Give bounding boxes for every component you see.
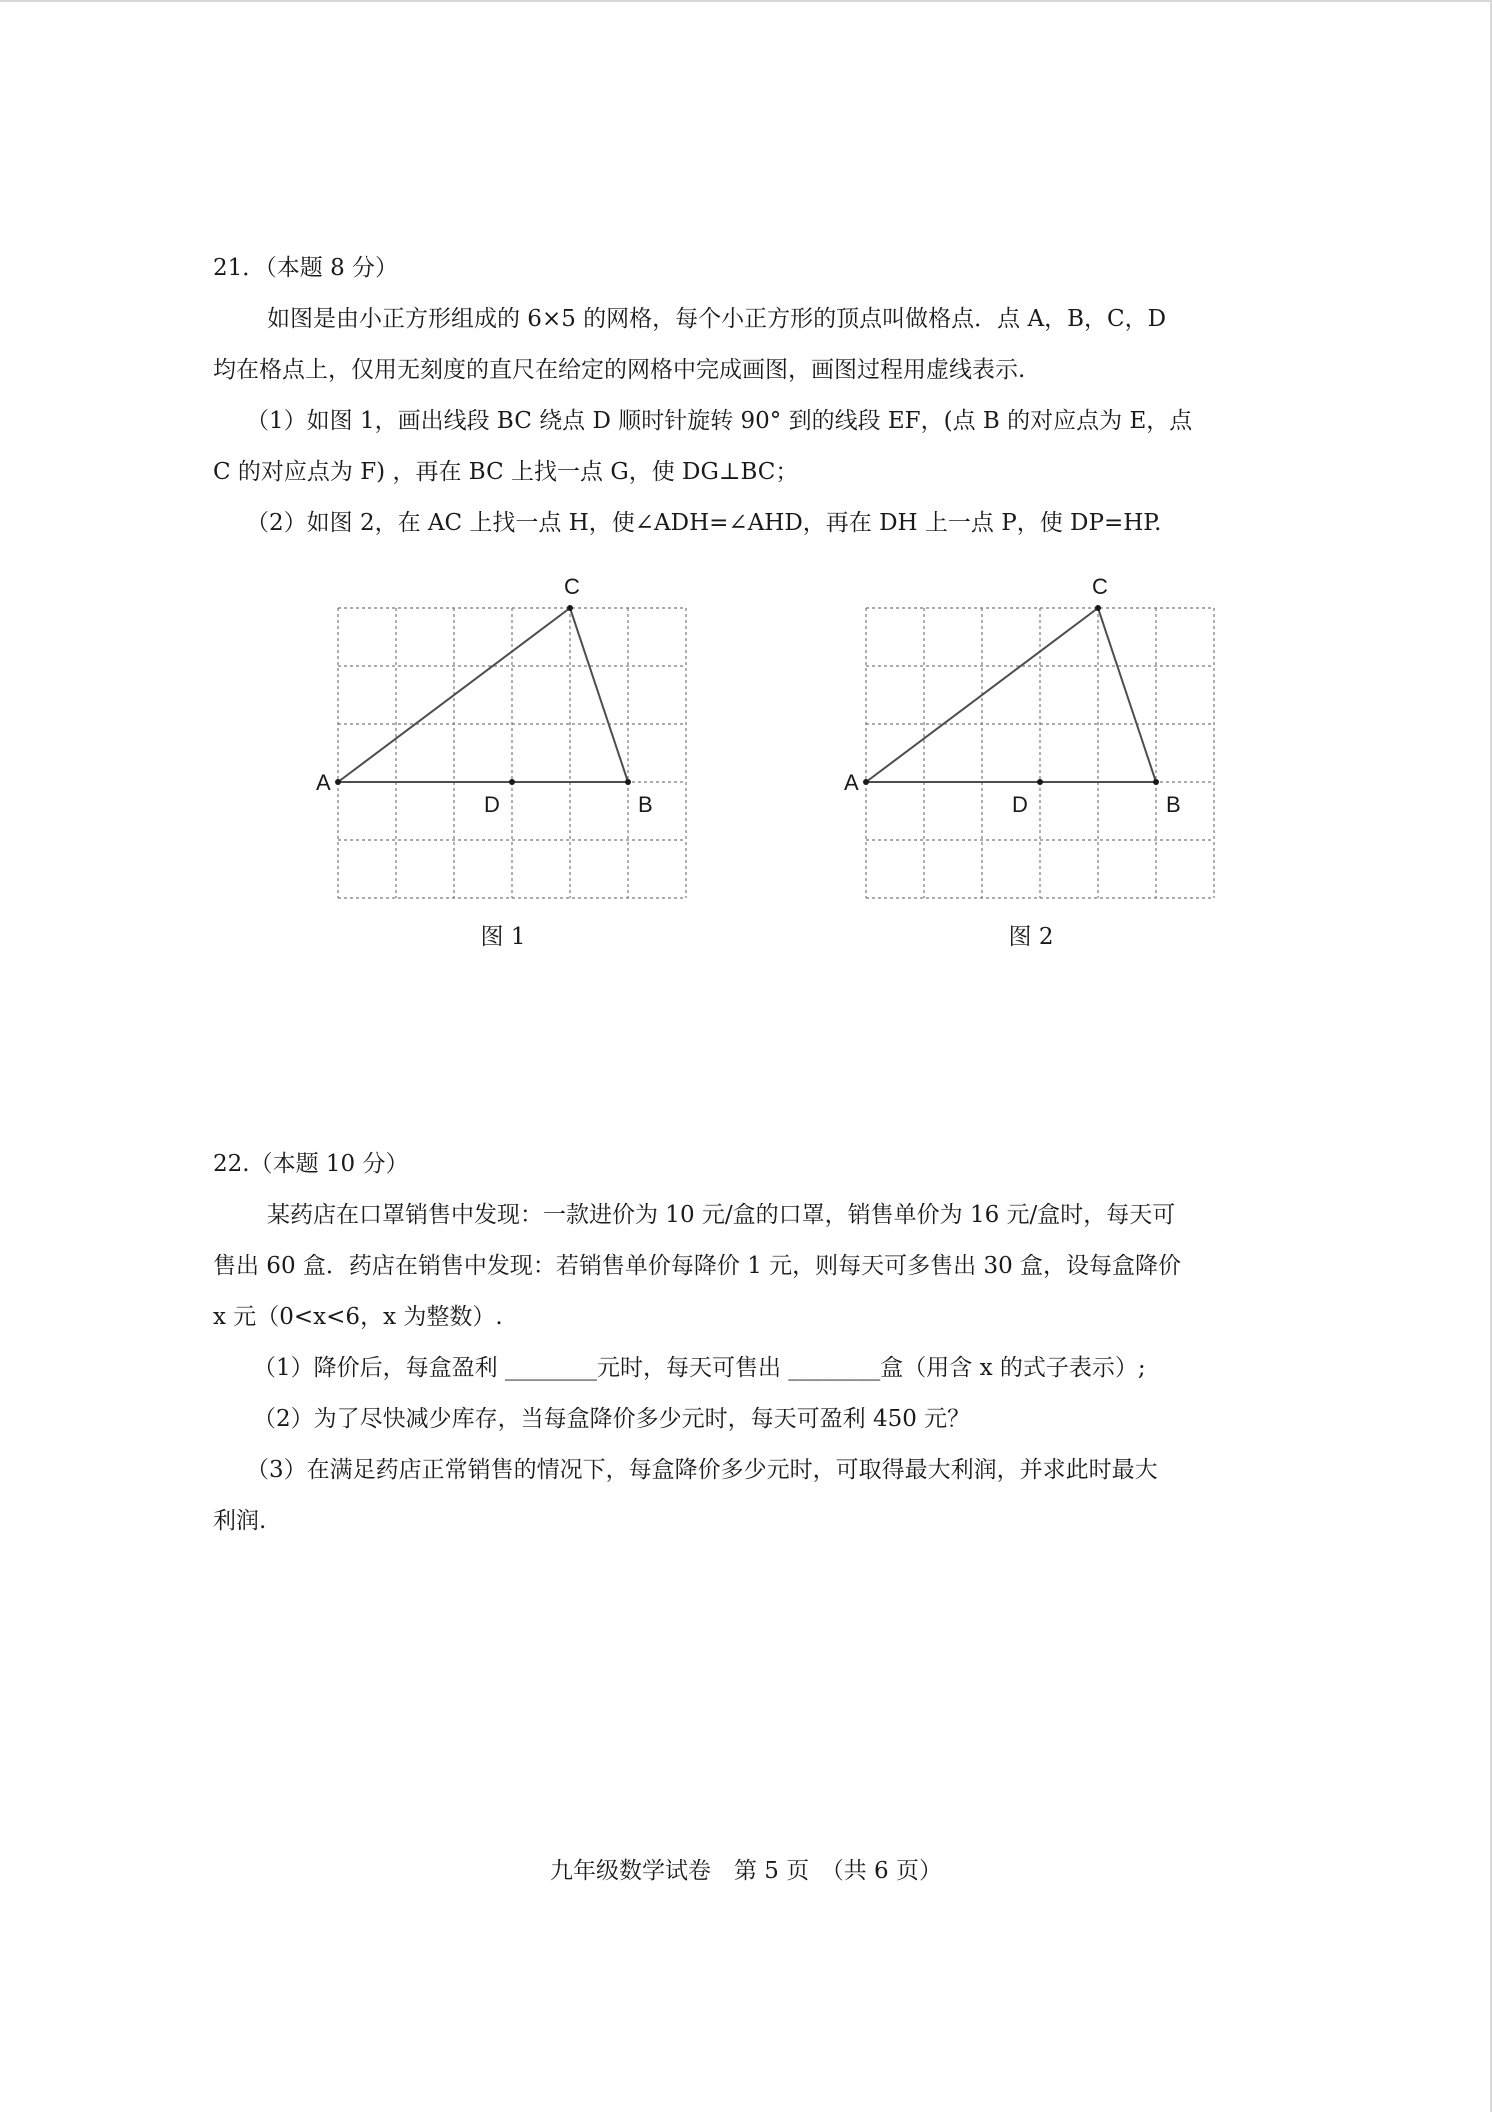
point-a-dot bbox=[863, 779, 869, 785]
point-b-label: B bbox=[638, 792, 653, 817]
segment-cb bbox=[570, 608, 628, 782]
q21-part2-line1: （2）如图 2，在 AC 上找一点 H，使∠ADH=∠AHD，再在 DH 上一点 P，使 DP=HP. bbox=[246, 510, 1162, 536]
figure-1 bbox=[300, 565, 720, 910]
point-c-dot bbox=[1095, 605, 1101, 611]
q21-header: 21．（本题 8 分） bbox=[213, 255, 399, 281]
point-b-label: B bbox=[1166, 792, 1181, 817]
point-d-label: D bbox=[484, 792, 500, 817]
q22-intro-line2: 售出 60 盒．药店在销售中发现：若销售单价每降价 1 元，则每天可多售出 30 盒，设每盒降价 bbox=[213, 1253, 1182, 1279]
q22-intro-line3: x 元（0<x<6，x 为整数）. bbox=[213, 1304, 503, 1330]
segment-cb bbox=[1098, 608, 1156, 782]
q22-intro-line1: 某药店在口罩销售中发现：一款进价为 10 元/盒的口罩，销售单价为 16 元/盒时，每天可 bbox=[267, 1202, 1176, 1228]
figure-1-caption: 图 1 bbox=[480, 924, 526, 950]
figure-2 bbox=[828, 565, 1248, 910]
q22-part1: （1）降价后，每盒盈利 ________元时，每天可售出 ________盒（用含 x 的式子表示）; bbox=[253, 1355, 1146, 1381]
q21-intro-line2: 均在格点上，仅用无刻度的直尺在给定的网格中完成画图，画图过程用虚线表示. bbox=[213, 357, 1026, 383]
page-footer: 九年级数学试卷 第 5 页 （共 6 页） bbox=[549, 1858, 942, 1884]
q22-header: 22.（本题 10 分） bbox=[213, 1151, 409, 1177]
point-b-dot bbox=[625, 779, 631, 785]
q21-part1-line2: C 的对应点为 F) ，再在 BC 上找一点 G，使 DG⊥BC； bbox=[213, 459, 799, 485]
point-b-dot bbox=[1153, 779, 1159, 785]
q22-part2: （2）为了尽快减少库存，当每盒降价多少元时，每天可盈利 450 元？ bbox=[253, 1406, 971, 1432]
point-d-dot bbox=[509, 779, 515, 785]
point-c-dot bbox=[567, 605, 573, 611]
q21-intro-line1: 如图是由小正方形组成的 6×5 的网格，每个小正方形的顶点叫做格点．点 A，B，C，D bbox=[267, 306, 1167, 332]
figure-2-caption: 图 2 bbox=[1008, 924, 1054, 950]
page-top-edge bbox=[0, 0, 1492, 2]
point-d-dot bbox=[1037, 779, 1043, 785]
point-d-label: D bbox=[1012, 792, 1028, 817]
q21-part1-line1: （1）如图 1，画出线段 BC 绕点 D 顺时针旋转 90° 到的线段 EF，(点 B 的对应点为 E，点 bbox=[246, 408, 1193, 434]
q22-part3-line2: 利润. bbox=[213, 1508, 267, 1534]
point-a-dot bbox=[335, 779, 341, 785]
point-a-label: A bbox=[844, 770, 859, 795]
point-c-label: C bbox=[564, 574, 580, 599]
q22-part3-line1: （3）在满足药店正常销售的情况下，每盒降价多少元时，可取得最大利润，并求此时最大 bbox=[246, 1457, 1158, 1483]
point-a-label: A bbox=[316, 770, 331, 795]
point-c-label: C bbox=[1092, 574, 1108, 599]
